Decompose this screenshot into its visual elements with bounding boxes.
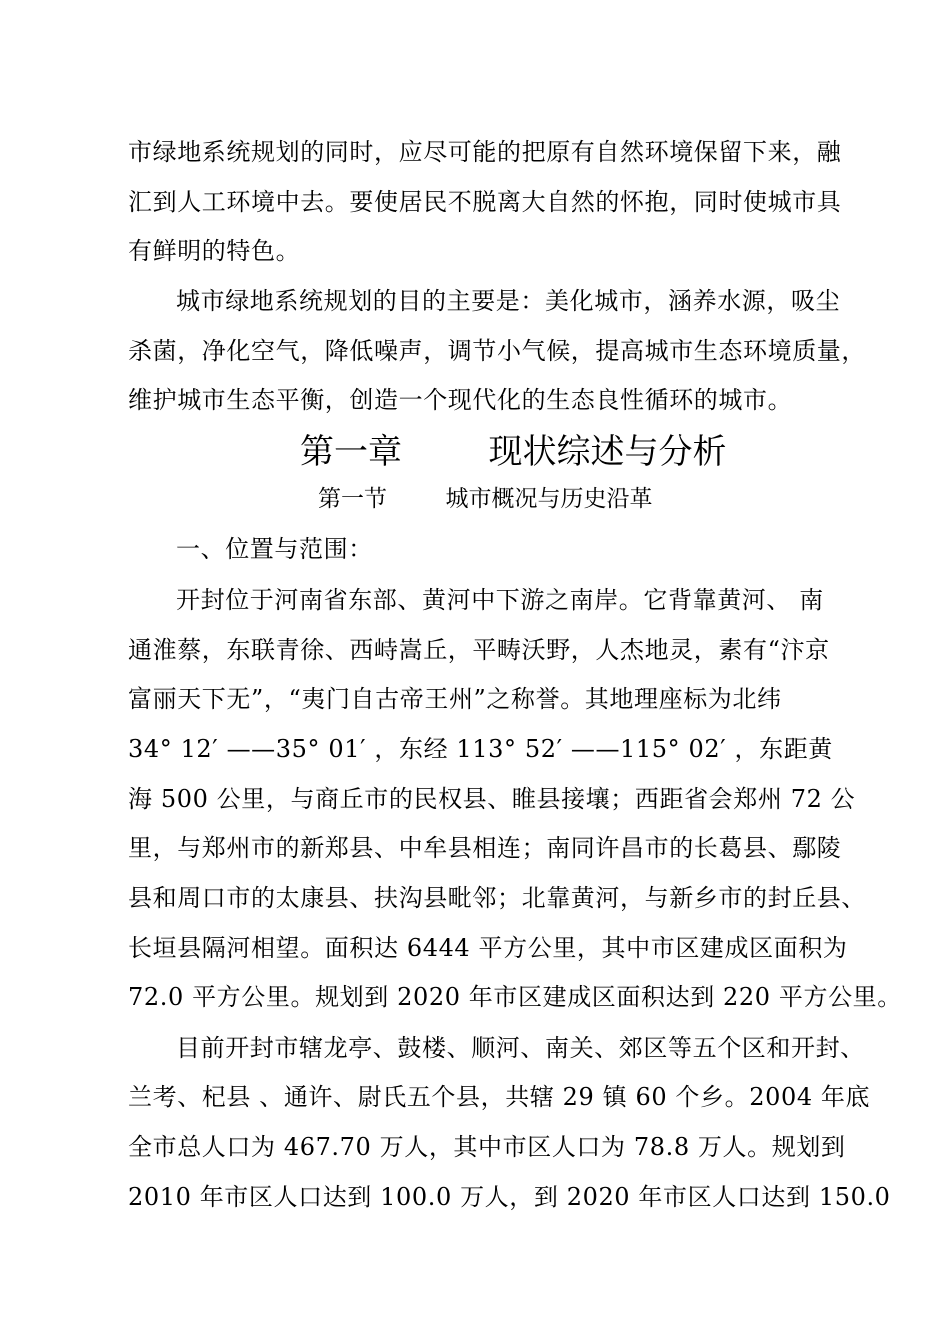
body-text-line: 长垣县隔河相望。面积达 6444 平方公里，其中市区建成区面积为 bbox=[128, 934, 848, 962]
body-text-line: 城市绿地系统规划的目的主要是：美化城市，涵养水源，吸尘 bbox=[176, 287, 841, 315]
body-text-line: 全市总人口为 467.70 万人，其中市区人口为 78.8 万人。规划到 bbox=[128, 1133, 846, 1161]
body-text-line: 富丽天下无”，“夷门自古帝王州”之称誉。其地理座标为北纬 bbox=[128, 685, 782, 713]
body-text-line: 海 500 公里，与商丘市的民权县、睢县接壤；西距省会郑州 72 公 bbox=[128, 785, 856, 813]
body-text-line: 里，与郑州市的新郑县、中牟县相连；南同许昌市的长葛县、鄢陵 bbox=[128, 834, 842, 862]
body-text-line: 市绿地系统规划的同时，应尽可能的把原有自然环境保留下来，融 bbox=[128, 138, 842, 166]
body-text-line: 有鲜明的特色。 bbox=[128, 237, 301, 265]
body-text-line: 目前开封市辖龙亭、鼓楼、顺河、南关、郊区等五个区和开封、 bbox=[176, 1034, 865, 1062]
subsection-heading: 一、位置与范围： bbox=[176, 535, 373, 563]
body-text-line: 杀菌，净化空气，降低噪声，调节小气候，提高城市生态环境质量， bbox=[128, 337, 866, 365]
section-title: 第一节 城市概况与历史沿革 bbox=[318, 486, 653, 512]
body-text-line: 72.0 平方公里。规划到 2020 年市区建成区面积达到 220 平方公里。 bbox=[128, 983, 902, 1011]
body-text-line: 县和周口市的太康县、扶沟县毗邻；北靠黄河，与新乡市的封丘县、 bbox=[128, 884, 866, 912]
chapter-title: 第一章 现状综述与分析 bbox=[300, 432, 727, 472]
body-text-line: 通淮蔡，东联青徐、西峙嵩丘，平畴沃野，人杰地灵，素有“汴京 bbox=[128, 636, 830, 664]
body-text-line: 2010 年市区人口达到 100.0 万人，到 2020 年市区人口达到 150.0 bbox=[128, 1183, 891, 1211]
body-text-line: 开封位于河南省东部、黄河中下游之南岸。它背靠黄河、 南 bbox=[176, 586, 824, 614]
body-text-line: 维护城市生态平衡，创造一个现代化的生态良性循环的城市。 bbox=[128, 386, 793, 414]
body-text-line: 汇到人工环境中去。要使居民不脱离大自然的怀抱，同时使城市具 bbox=[128, 188, 842, 216]
body-text-line: 兰考、杞县 、通许、尉氏五个县，共辖 29 镇 60 个乡。2004 年底 bbox=[128, 1083, 871, 1111]
body-text-line: 34° 12′ ——35° 01′ ，东经 113° 52′ ——115° 02′ ，东距黄 bbox=[128, 735, 833, 763]
